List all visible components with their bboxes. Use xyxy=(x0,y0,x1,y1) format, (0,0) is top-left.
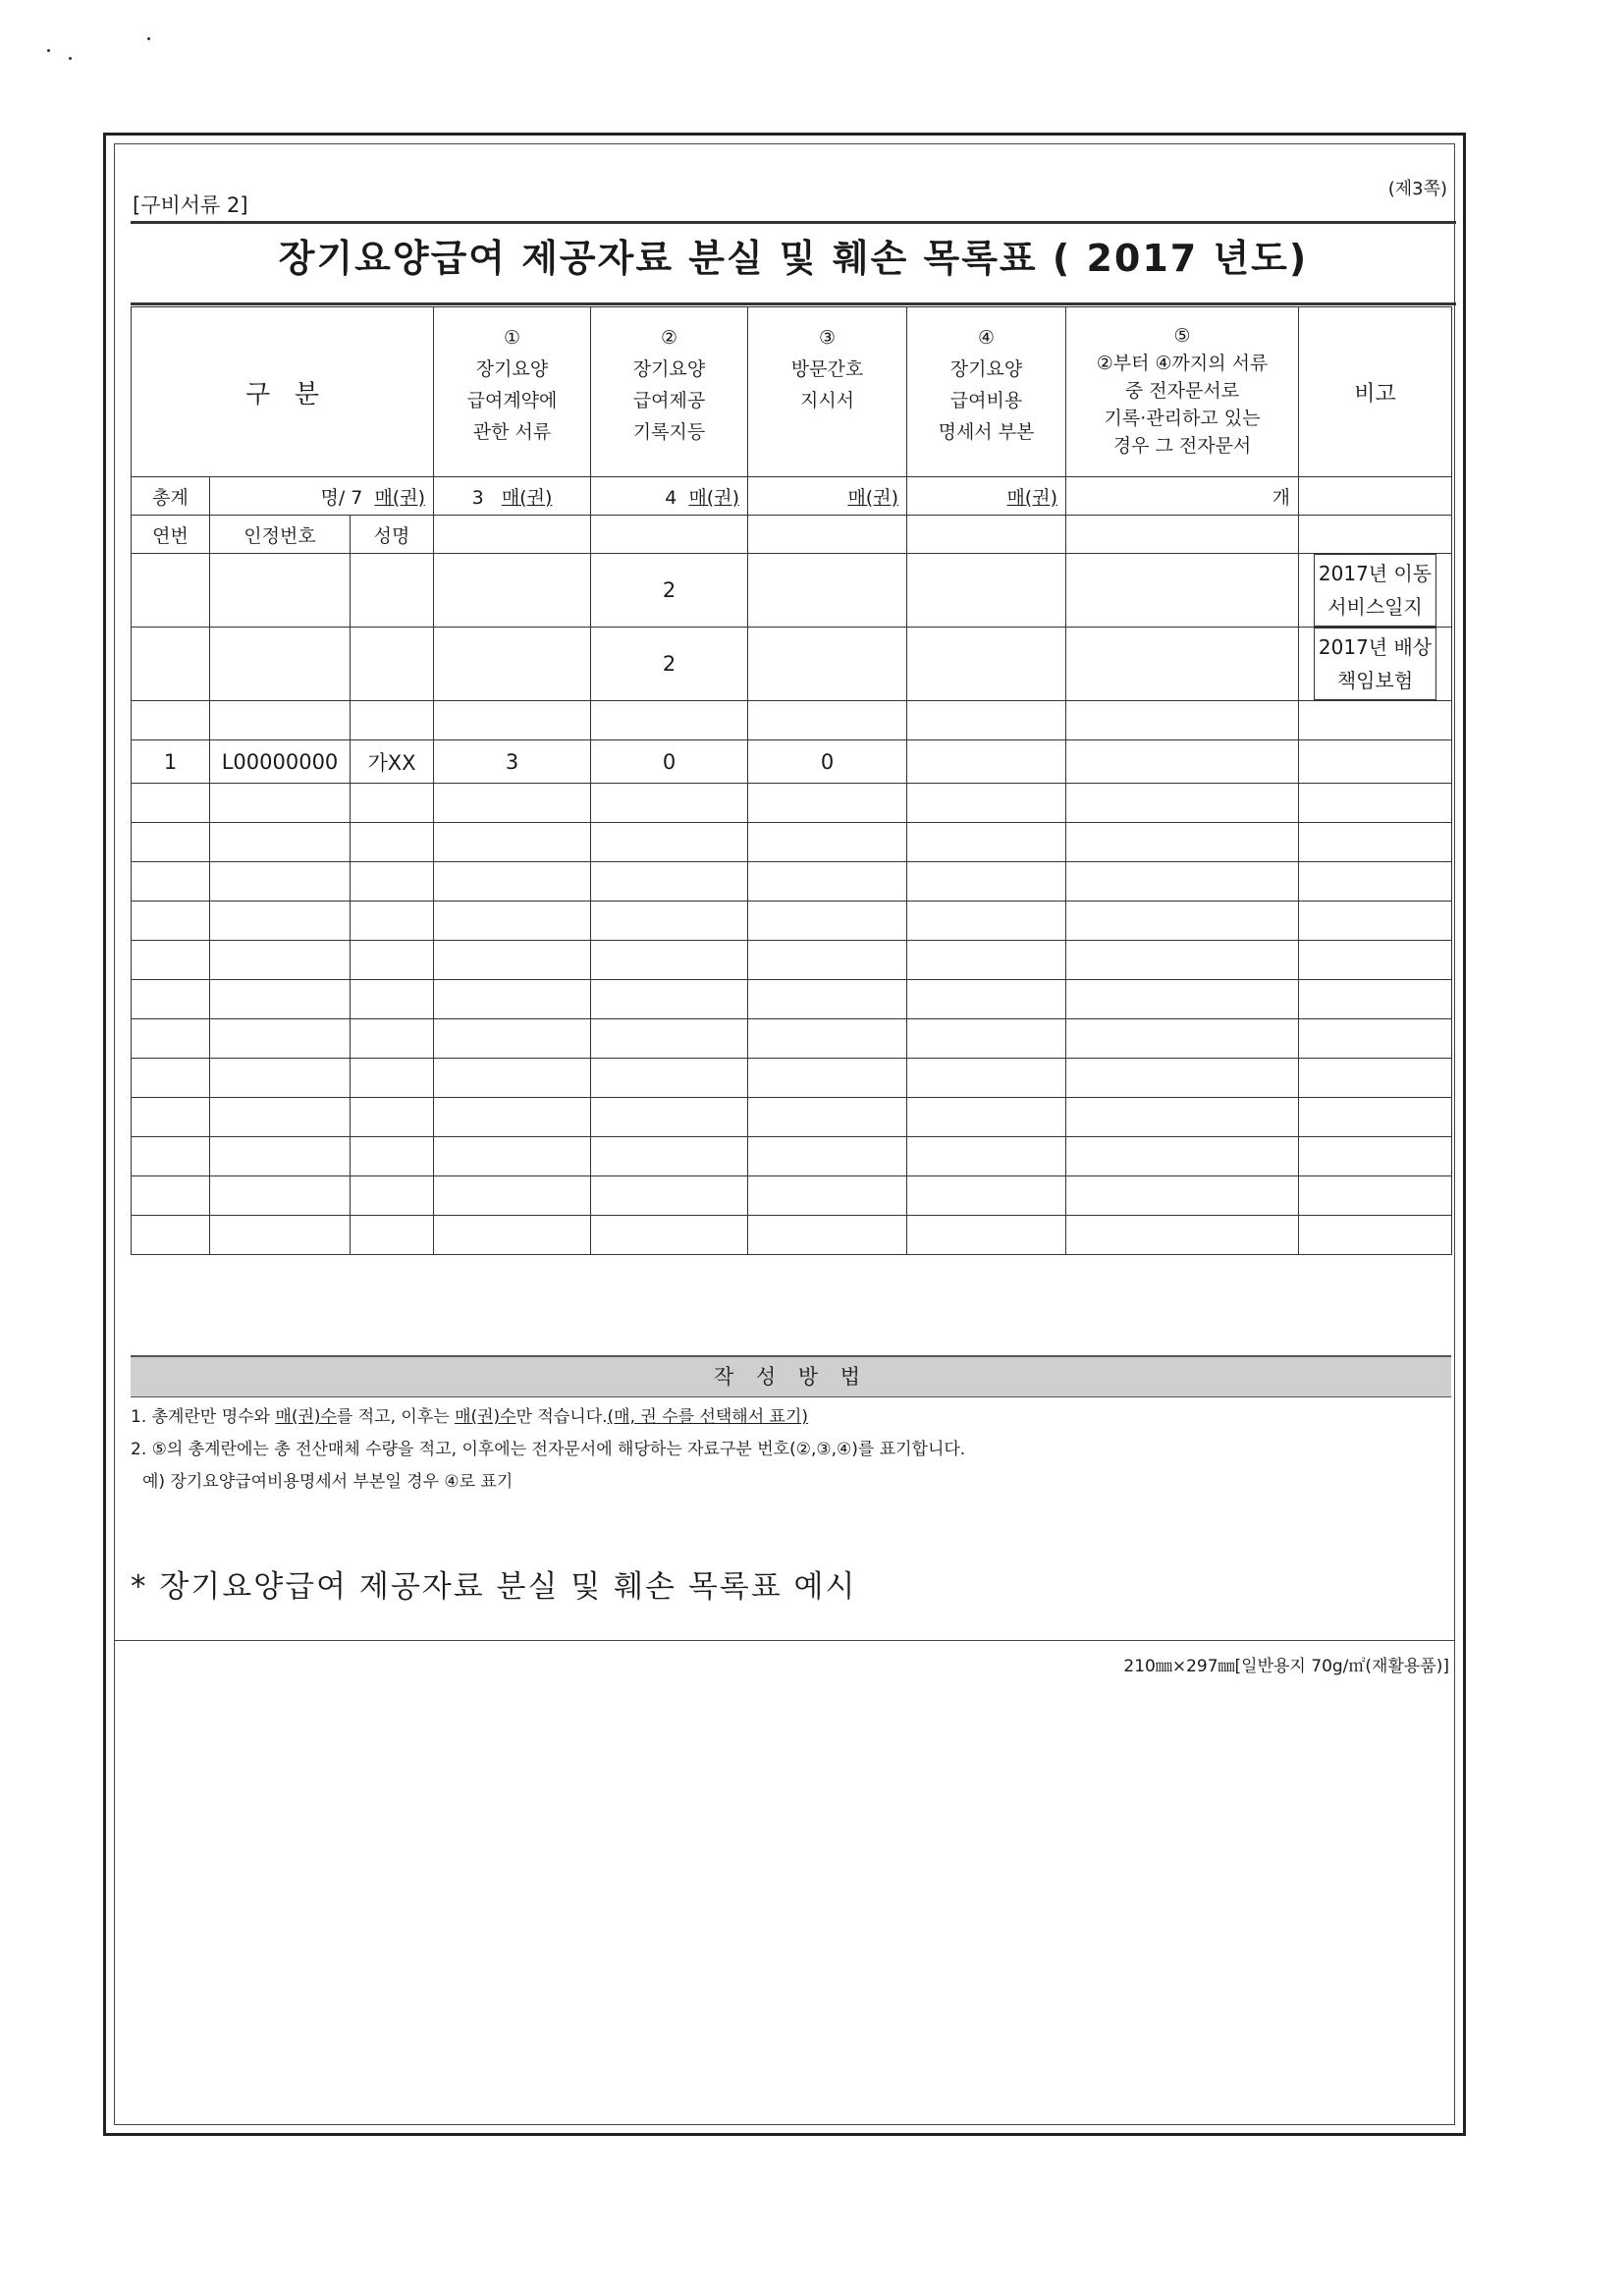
row-cert-no: L00000000 xyxy=(210,740,351,784)
col2-line: 기록지등 xyxy=(632,421,706,443)
remarks-header xyxy=(1299,307,1452,477)
empty-row xyxy=(132,902,1452,941)
col2-line: 장기요양 xyxy=(632,358,706,380)
empty-row xyxy=(132,1059,1452,1098)
instruction-1-underline: 매(권)수 xyxy=(275,1407,337,1427)
empty-row xyxy=(132,1176,1452,1216)
name-header: 성명 xyxy=(351,516,434,554)
note-row-remark xyxy=(1299,554,1452,628)
row-seq: 1 xyxy=(132,740,210,784)
instruction-1-underline: 매(권)수 xyxy=(455,1407,516,1427)
row-name: 가XX xyxy=(351,740,434,784)
loss-register-table xyxy=(131,306,1452,1255)
col5-line: ②부터 ④까지의 서류 xyxy=(1096,353,1269,374)
remarks-header-label: 비고 xyxy=(1354,381,1396,407)
footer-rule xyxy=(114,1640,1455,1641)
title-rule-top xyxy=(131,221,1456,224)
row-col1: 3 xyxy=(434,740,591,784)
unit-label: 매(권) xyxy=(847,486,898,509)
form-id: [구비서류 2] xyxy=(133,193,248,217)
col1-line: 관한 서류 xyxy=(472,421,552,443)
empty-row xyxy=(132,1098,1452,1137)
category-header xyxy=(132,307,434,477)
summary-col2-value: 4 xyxy=(665,486,677,509)
empty-row xyxy=(132,980,1452,1019)
unit-label: 매(권) xyxy=(501,486,553,509)
empty-row xyxy=(132,784,1452,823)
instruction-1-underline: (매, 권 수를 선택해서 표기) xyxy=(607,1407,809,1427)
col5-line: 기록·관리하고 있는 xyxy=(1104,408,1261,429)
title-rule-bottom xyxy=(131,302,1456,305)
note-row-col2: 2 xyxy=(591,628,748,701)
col4-number: ④ xyxy=(977,327,996,349)
summary-label: 총계 xyxy=(132,477,210,516)
col1-line: 장기요양 xyxy=(475,358,549,380)
col5-line: 경우 그 전자문서 xyxy=(1112,435,1252,457)
instruction-1-text: 만 적습니다. xyxy=(515,1407,608,1427)
example-caption: * 장기요양급여 제공자료 분실 및 훼손 목록표 예시 xyxy=(131,1569,857,1605)
col2-line: 급여제공 xyxy=(632,390,706,411)
empty-row xyxy=(132,1019,1452,1059)
col5-number: ⑤ xyxy=(1173,325,1191,347)
empty-row xyxy=(132,823,1452,862)
scan-speck xyxy=(47,49,50,52)
scan-speck xyxy=(147,37,150,40)
note-row xyxy=(132,628,1452,701)
col5-line: 중 전자문서로 xyxy=(1124,380,1240,402)
page-number: (제3쪽) xyxy=(1387,179,1447,199)
col2-header xyxy=(591,307,748,477)
empty-row xyxy=(132,1216,1452,1255)
instruction-1-text: 를 적고, 이후는 xyxy=(336,1407,456,1427)
seq-header: 연번 xyxy=(132,516,210,554)
col2-number: ② xyxy=(660,327,678,349)
writing-method-title: 작 성 방 법 xyxy=(131,1355,1451,1397)
col1-line: 급여계약에 xyxy=(466,390,558,411)
summary-col2 xyxy=(591,477,748,516)
unit-label: 매(권) xyxy=(688,486,739,509)
document-title: 장기요양급여 제공자료 분실 및 훼손 목록표 ( 2017 년도) xyxy=(278,237,1309,280)
summary-col4 xyxy=(907,477,1066,516)
col3-header xyxy=(748,307,907,477)
cert-no-header: 인정번호 xyxy=(210,516,351,554)
col4-line: 급여비용 xyxy=(949,390,1023,411)
remark-line: 2017년 배상 xyxy=(1318,635,1433,659)
note-row xyxy=(132,554,1452,628)
col4-header xyxy=(907,307,1066,477)
remark-line: 책임보험 xyxy=(1336,669,1414,692)
empty-row xyxy=(132,1137,1452,1176)
col5-unit-label: 개 xyxy=(1272,486,1290,509)
subheader-row xyxy=(132,516,1452,554)
instruction-2: 2. ⑤의 총계란에는 총 전산매체 수량을 적고, 이후에는 전자문서에 해당하는 자료구분 번호(②,③,④)를 표기합니다. xyxy=(131,1440,966,1459)
summary-col5 xyxy=(1066,477,1299,516)
note-row-remark xyxy=(1299,628,1452,701)
col4-line: 명세서 부본 xyxy=(938,421,1035,443)
summary-people xyxy=(210,477,434,516)
summary-remarks xyxy=(1299,477,1452,516)
summary-col3 xyxy=(748,477,907,516)
empty-row xyxy=(132,941,1452,980)
row-col3: 0 xyxy=(748,740,907,784)
paper-spec: 210㎜×297㎜[일반용지 70g/㎡(재활용품)] xyxy=(1123,1657,1449,1676)
note-row-col2: 2 xyxy=(591,554,748,628)
remark-line: 서비스일지 xyxy=(1327,595,1423,619)
instruction-1-text: 1. 총계란만 명수와 xyxy=(131,1407,276,1427)
header-row xyxy=(132,307,1452,477)
col1-header xyxy=(434,307,591,477)
col3-line: 지시서 xyxy=(799,390,855,411)
col1-number: ① xyxy=(503,327,521,349)
summary-people-count: 명/ 7 xyxy=(320,486,363,509)
remark-line: 2017년 이동 xyxy=(1318,562,1433,585)
summary-col1 xyxy=(434,477,591,516)
row-col2: 0 xyxy=(591,740,748,784)
scan-speck xyxy=(69,57,72,60)
summary-row xyxy=(132,477,1452,516)
col5-header xyxy=(1066,307,1299,477)
data-row xyxy=(132,740,1452,784)
instruction-1 xyxy=(131,1402,808,1427)
instruction-3: 예) 장기요양급여비용명세서 부본일 경우 ④로 표기 xyxy=(142,1472,514,1492)
category-header-label: 구 분 xyxy=(244,379,320,410)
col4-line: 장기요양 xyxy=(949,358,1023,380)
col3-number: ③ xyxy=(818,327,837,349)
col3-line: 방문간호 xyxy=(790,358,864,380)
summary-col1-value: 3 xyxy=(471,486,484,509)
unit-label: 매(권) xyxy=(1006,486,1057,509)
blank-row xyxy=(132,701,1452,740)
empty-row xyxy=(132,862,1452,902)
unit-label: 매(권) xyxy=(374,486,425,509)
